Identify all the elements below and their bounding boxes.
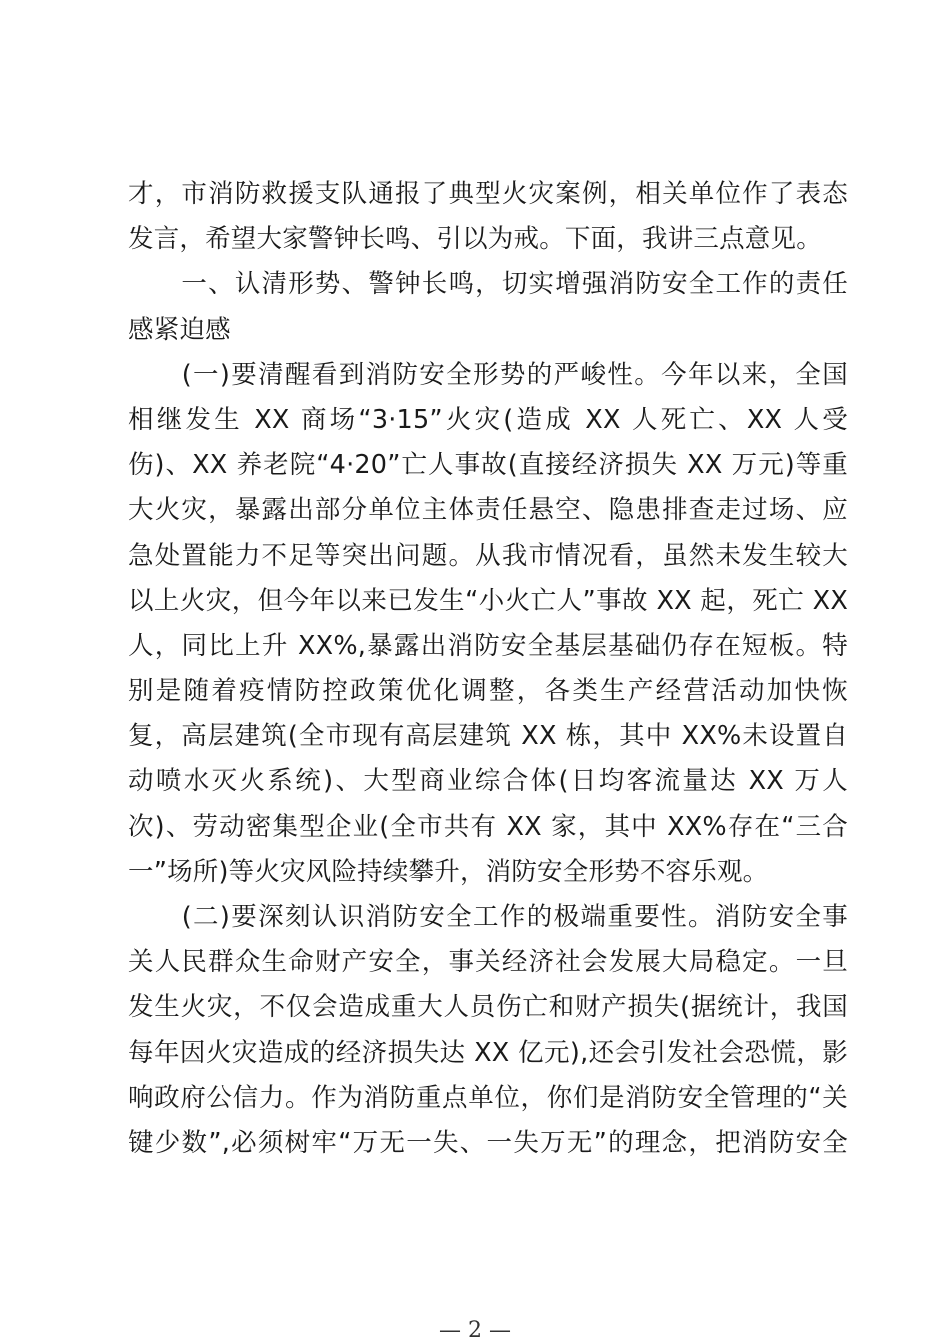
text-line: 一”场所)等火灾风险持续攀升，消防安全形势不容乐观。 (128, 856, 769, 887)
text-line: 别是随着疫情防控政策优化调整，各类生产经营活动加快恢 (128, 676, 848, 707)
text-line: 才，市消防救援支队通报了典型火灾案例，相关单位作了表态 (128, 179, 848, 209)
text-line: 人，同比上升 XX%,暴露出消防安全基层基础仍存在短板。特 (128, 630, 848, 661)
text-line: (一)要清醒看到消防安全形势的严峻性。今年以来，全国 (128, 359, 848, 390)
text-line: 复，高层建筑(全市现有高层建筑 XX 栋，其中 XX%未设置自 (128, 721, 848, 752)
text-line: 响政府公信力。作为消防重点单位，你们是消防安全管理的“关 (128, 1082, 848, 1113)
text-line: (二)要深刻认识消防安全工作的极端重要性。消防安全事 (128, 902, 848, 932)
text-line: 每年因火灾造成的经济损失达 XX 亿元),还会引发社会恐慌，影 (128, 1037, 848, 1068)
text-line: 发言，希望大家警钟长鸣、引以为戒。下面，我讲三点意见。 (128, 224, 822, 255)
section-heading-line: 感紧迫感 (128, 314, 231, 345)
text-line: 急处置能力不足等突出问题。从我市情况看，虽然未发生较大 (128, 540, 848, 571)
section-heading-line: 一、认清形势、警钟长鸣，切实增强消防安全工作的责任 (128, 269, 848, 300)
body-text (128, 172, 848, 1166)
text-line: 以上火灾，但今年以来已发生“小火亡人”事故 XX 起，死亡 XX (128, 585, 848, 616)
page-number: — 2 — (439, 1318, 511, 1343)
text-line: 相继发生 XX 商场“3·15”火灾(造成 XX 人死亡、XX 人受 (128, 404, 848, 435)
text-line: 伤)、XX 养老院“4·20”亡人事故(直接经济损失 XX 万元)等重 (128, 450, 848, 481)
text-line: 动喷水灭火系统)、大型商业综合体(日均客流量达 XX 万人 (128, 766, 848, 797)
text-line: 大火灾，暴露出部分单位主体责任悬空、隐患排查走过场、应 (128, 495, 848, 526)
text-line: 键少数”,必须树牢“万无一失、一失万无”的理念，把消防安全 (128, 1127, 848, 1158)
text-line: 关人民群众生命财产安全，事关经济社会发展大局稳定。一旦 (128, 947, 848, 978)
text-line: 发生火灾，不仅会造成重大人员伤亡和财产损失(据统计，我国 (128, 992, 848, 1023)
text-line: 次)、劳动密集型企业(全市共有 XX 家，其中 XX%存在“三合 (128, 811, 848, 842)
